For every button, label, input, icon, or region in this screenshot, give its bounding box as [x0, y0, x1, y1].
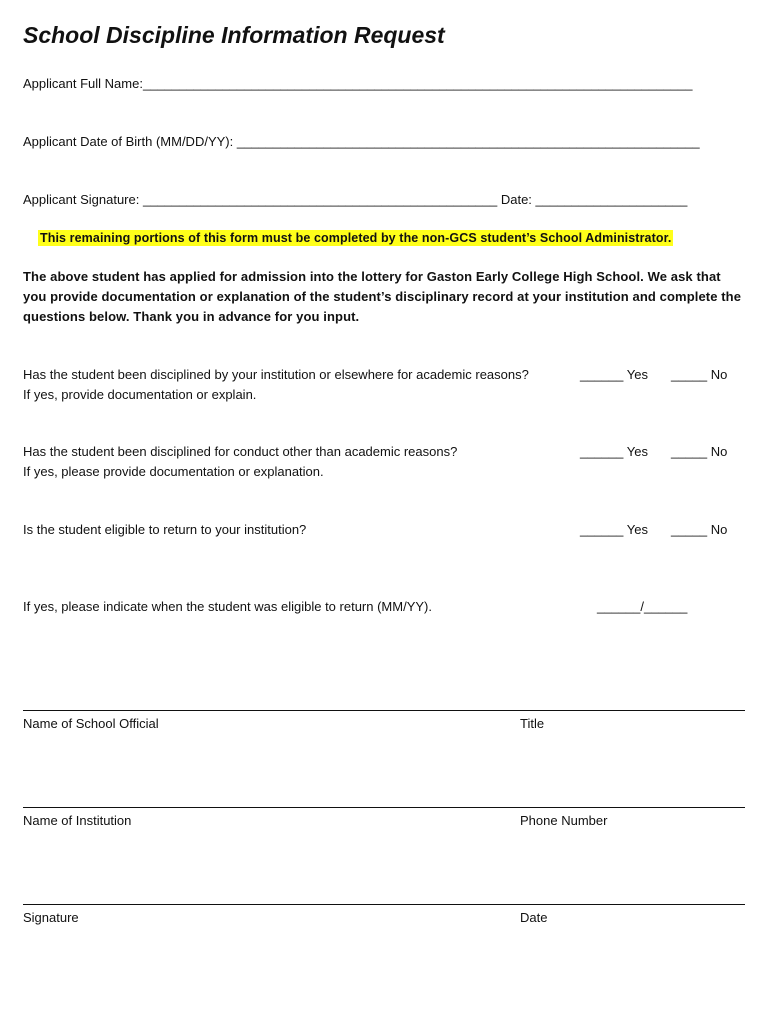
- page-title: School Discipline Information Request: [23, 22, 445, 48]
- academic-yes-blank[interactable]: ______ Yes: [580, 367, 648, 382]
- institution-line[interactable]: [23, 807, 745, 808]
- signature-line[interactable]: [23, 904, 745, 905]
- applicant-signature-field[interactable]: Applicant Signature: _________________________________________________ Date: _____________________: [23, 192, 688, 207]
- date-label: Date: [520, 910, 548, 925]
- institution-label: Name of Institution: [23, 813, 132, 828]
- question-eligible-return: [23, 520, 306, 540]
- question-subtext: If yes, provide documentation or explain.: [23, 387, 257, 402]
- question-conduct-discipline: [23, 442, 457, 482]
- eligible-yes-blank[interactable]: ______ Yes: [580, 522, 648, 537]
- eligible-no-blank[interactable]: _____ No: [671, 522, 728, 537]
- conduct-yes-blank[interactable]: ______ Yes: [580, 444, 648, 459]
- phone-number-label: Phone Number: [520, 813, 608, 828]
- intro-paragraph: The above student has applied for admission into the lottery for Gaston Early College High School. We ask that you provide documentation or explanation of the student’s disciplinary record at your institution and complete the questions below. Thank you in advance for you input.: [23, 269, 742, 324]
- question-academic-discipline: [23, 365, 529, 405]
- title-label: Title: [520, 716, 545, 731]
- administrator-notice: This remaining portions of this form must be completed by the non-GCS student’s School Administrator.: [40, 231, 672, 245]
- question-subtext: If yes, please provide documentation or explanation.: [23, 464, 324, 479]
- return-date-question: If yes, please indicate when the student was eligible to return (MM/YY).: [23, 599, 432, 614]
- applicant-dob-field[interactable]: Applicant Date of Birth (MM/DD/YY): ________________________________________________________________: [23, 134, 700, 149]
- applicant-name-field[interactable]: Applicant Full Name:____________________________________________________________________________: [23, 76, 693, 91]
- return-date-blank[interactable]: ______/______: [597, 599, 688, 614]
- signature-label: Signature: [23, 910, 79, 925]
- conduct-no-blank[interactable]: _____ No: [671, 444, 728, 459]
- school-official-line[interactable]: [23, 710, 745, 711]
- question-text: Has the student been disciplined for conduct other than academic reasons?: [23, 444, 458, 459]
- question-text: Is the student eligible to return to your institution?: [23, 522, 307, 537]
- school-official-label: Name of School Official: [23, 716, 159, 731]
- question-text: Has the student been disciplined by your institution or elsewhere for academic reasons?: [23, 367, 529, 382]
- academic-no-blank[interactable]: _____ No: [671, 367, 728, 382]
